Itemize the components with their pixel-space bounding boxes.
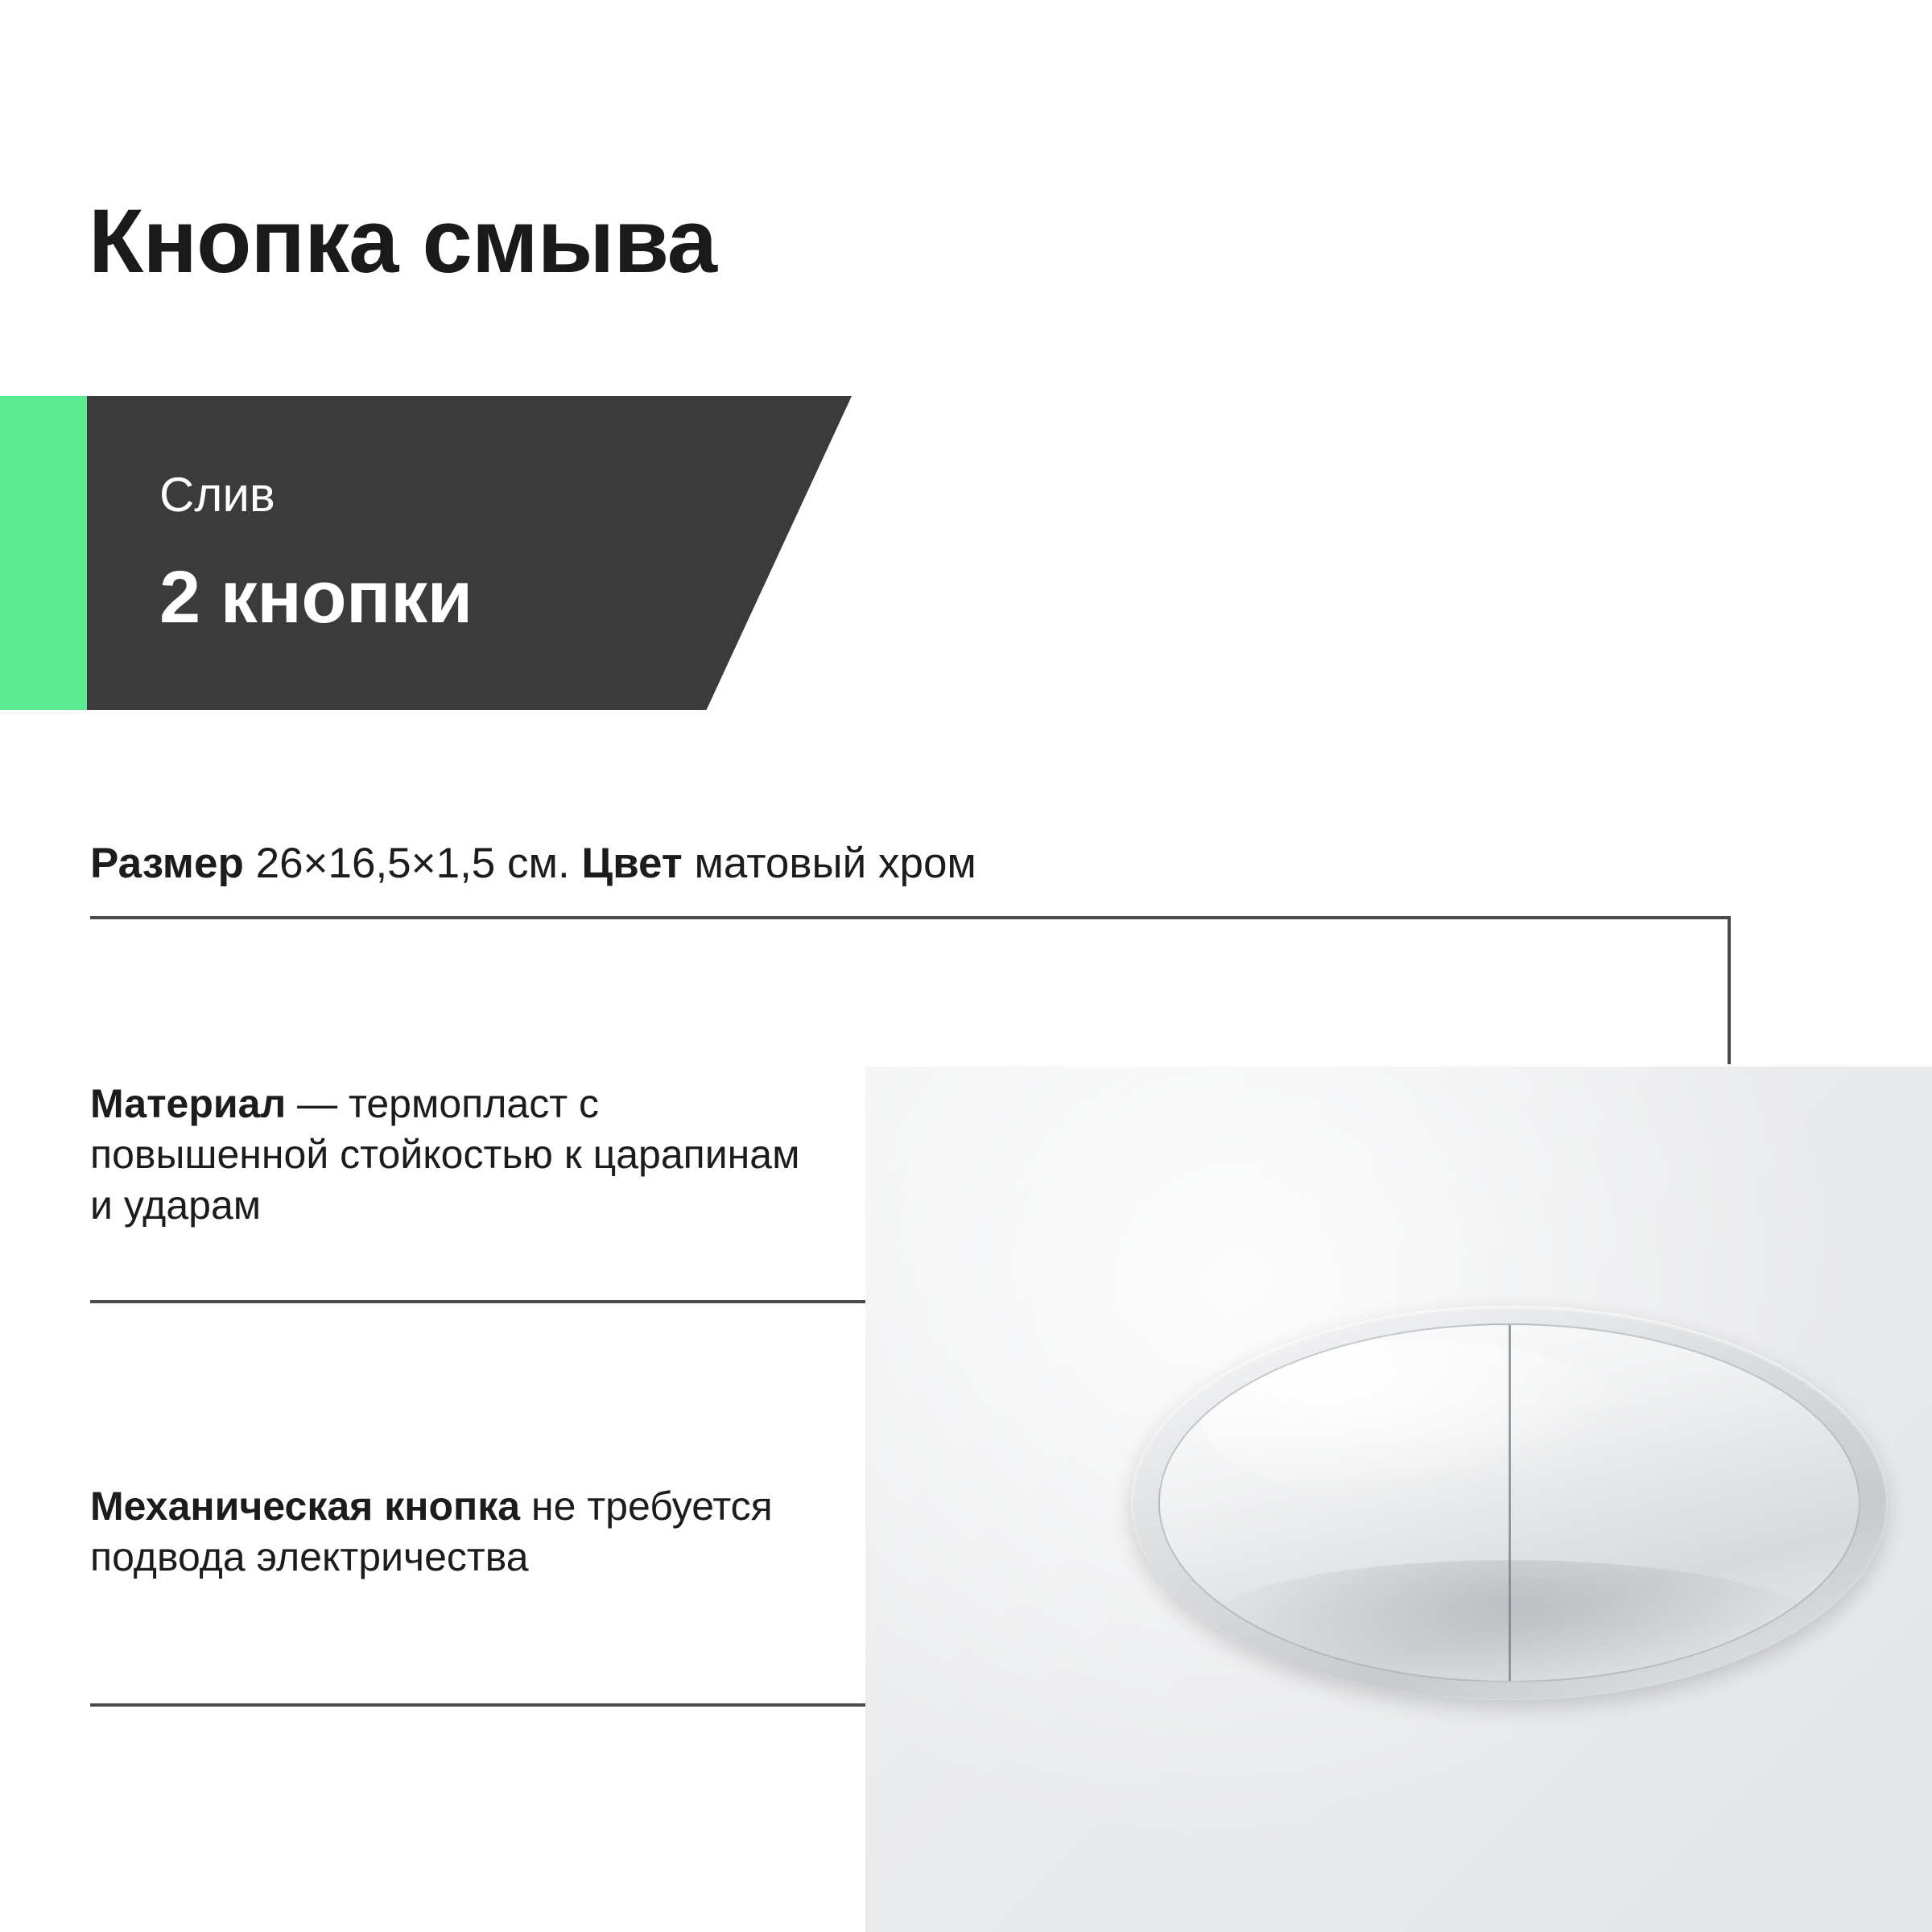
feature-material-text: термопласт с повышенной стойкостью к царапинам и ударам [90,1081,800,1228]
spec-size-value: 26×16,5×1,5 см. [255,840,570,887]
flush-button-face[interactable] [1158,1323,1860,1682]
product-photo [865,1064,1932,1932]
feature-mechanical [90,1481,815,1583]
flush-button-divider [1509,1325,1511,1681]
flush-button-highlight [1202,1340,1635,1503]
badge-accent-bar [0,396,87,710]
badge-small-label: Слив [159,468,275,522]
feature-mechanical-text: не требуется подвода электричества [90,1484,773,1579]
spec-size-label: Размер [90,840,244,887]
spec-line [90,839,976,888]
spec-color-value: матовый хром [694,840,976,887]
page-title: Кнопка смыва [89,191,716,291]
feature-material [90,1079,815,1231]
badge-big-label: 2 кнопки [159,556,473,638]
feature-material-dash: — [286,1081,349,1126]
feature-material-title: Материал [90,1081,287,1126]
spec-color-label: Цвет [581,840,683,887]
feature-mechanical-title: Механическая кнопка [90,1484,521,1529]
flush-button-bezel[interactable] [1131,1306,1888,1700]
badge-body [87,396,852,710]
